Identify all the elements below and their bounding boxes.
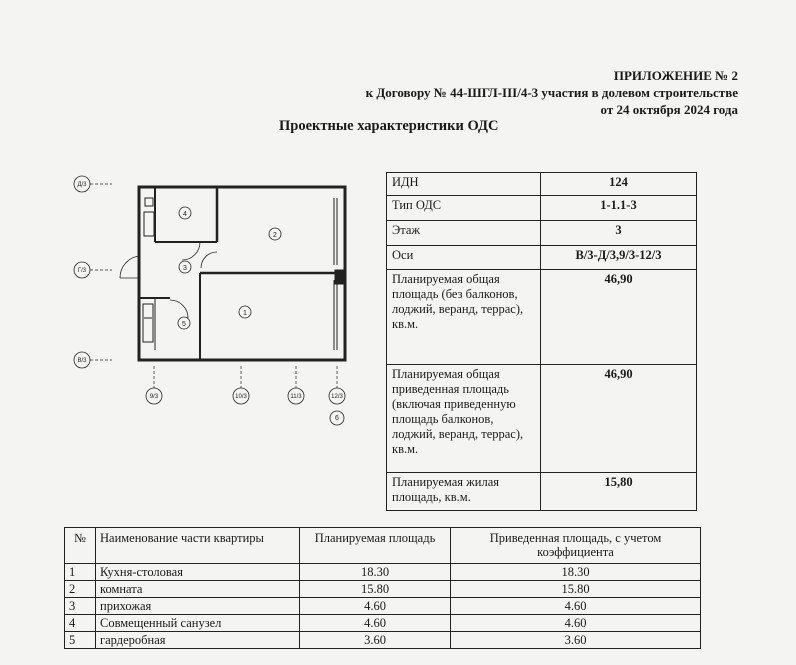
col-header: Наименование части квартиры — [96, 528, 300, 564]
char-label: Планируемая общая площадь (без балконов, лоджий, веранд, террас), кв.м. — [387, 270, 541, 365]
room-number: 2 — [273, 232, 277, 239]
contract-reference: к Договору № 44-ШГЛ-III/4-3 участия в долевом строительстве — [365, 85, 738, 100]
room-name-cell: Совмещенный санузел — [96, 615, 300, 632]
room-area-cell: 4.60 — [300, 615, 451, 632]
char-value: 46,90 — [541, 365, 697, 473]
col-header: № — [65, 528, 96, 564]
char-label: ИДН — [387, 173, 541, 196]
characteristics-table — [386, 172, 697, 511]
room-area-cell: 3.60 — [300, 632, 451, 649]
rooms-header-row — [65, 528, 701, 564]
char-value: 1-1.1-3 — [541, 196, 697, 221]
characteristics-row — [387, 196, 697, 221]
room-name-cell: гардеробная — [96, 632, 300, 649]
room-number: 5 — [182, 321, 186, 328]
char-label: Этаж — [387, 221, 541, 246]
contract-date: от 24 октября 2024 года — [600, 102, 738, 117]
room-number-cell: 3 — [65, 598, 96, 615]
axis-label: 12/3 — [331, 394, 343, 400]
section-mark: 6 — [335, 415, 339, 422]
room-number: 1 — [243, 310, 247, 317]
floor-plan-drawing — [60, 170, 360, 435]
room-area-cell: 4.60 — [300, 598, 451, 615]
room-name-cell: прихожая — [96, 598, 300, 615]
room-area-cell: 15.80 — [300, 581, 451, 598]
char-value: 46,90 — [541, 270, 697, 365]
characteristics-row — [387, 365, 697, 473]
axis-label: Г/3 — [77, 268, 87, 274]
axis-label: Д/3 — [77, 182, 87, 188]
room-name-cell: Кухня-столовая — [96, 564, 300, 581]
room-number-cell: 5 — [65, 632, 96, 649]
col-header: Планируемая площадь — [300, 528, 451, 564]
room-reduced-cell: 15.80 — [451, 581, 701, 598]
char-value: 15,80 — [541, 473, 697, 511]
rooms-table — [64, 527, 701, 649]
room-number-cell: 2 — [65, 581, 96, 598]
char-label: Тип ОДС — [387, 196, 541, 221]
table-row — [65, 632, 701, 649]
room-reduced-cell: 3.60 — [451, 632, 701, 649]
char-value: В/3-Д/3,9/3-12/3 — [541, 246, 697, 270]
table-row — [65, 564, 701, 581]
room-number: 3 — [183, 265, 187, 272]
room-reduced-cell: 4.60 — [451, 615, 701, 632]
room-number-cell: 4 — [65, 615, 96, 632]
table-row — [65, 615, 701, 632]
room-area-cell: 18.30 — [300, 564, 451, 581]
axis-label: 11/3 — [290, 394, 302, 400]
axis-label: В/3 — [77, 358, 87, 364]
characteristics-row — [387, 173, 697, 196]
char-value: 3 — [541, 221, 697, 246]
table-row — [65, 598, 701, 615]
room-reduced-cell: 4.60 — [451, 598, 701, 615]
col-header: Приведенная площадь, с учетом коэффициента — [451, 528, 701, 564]
room-number: 4 — [183, 211, 187, 218]
char-label: Планируемая общая приведенная площадь (включая приведенную площадь балконов, лоджий, веранд, террас), кв.м. — [387, 365, 541, 473]
char-value: 124 — [541, 173, 697, 196]
characteristics-row — [387, 221, 697, 246]
char-label: Планируемая жилая площадь, кв.м. — [387, 473, 541, 511]
room-reduced-cell: 18.30 — [451, 564, 701, 581]
characteristics-row — [387, 473, 697, 511]
char-label: Оси — [387, 246, 541, 270]
room-number-cell: 1 — [65, 564, 96, 581]
axis-label: 9/3 — [149, 394, 159, 400]
axis-label: 10/3 — [235, 394, 247, 400]
appendix-number: ПРИЛОЖЕНИЕ № 2 — [613, 68, 738, 83]
document-title: Проектные характеристики ОДС — [279, 118, 499, 134]
characteristics-row — [387, 270, 697, 365]
characteristics-row — [387, 246, 697, 270]
room-name-cell: комната — [96, 581, 300, 598]
table-row — [65, 581, 701, 598]
